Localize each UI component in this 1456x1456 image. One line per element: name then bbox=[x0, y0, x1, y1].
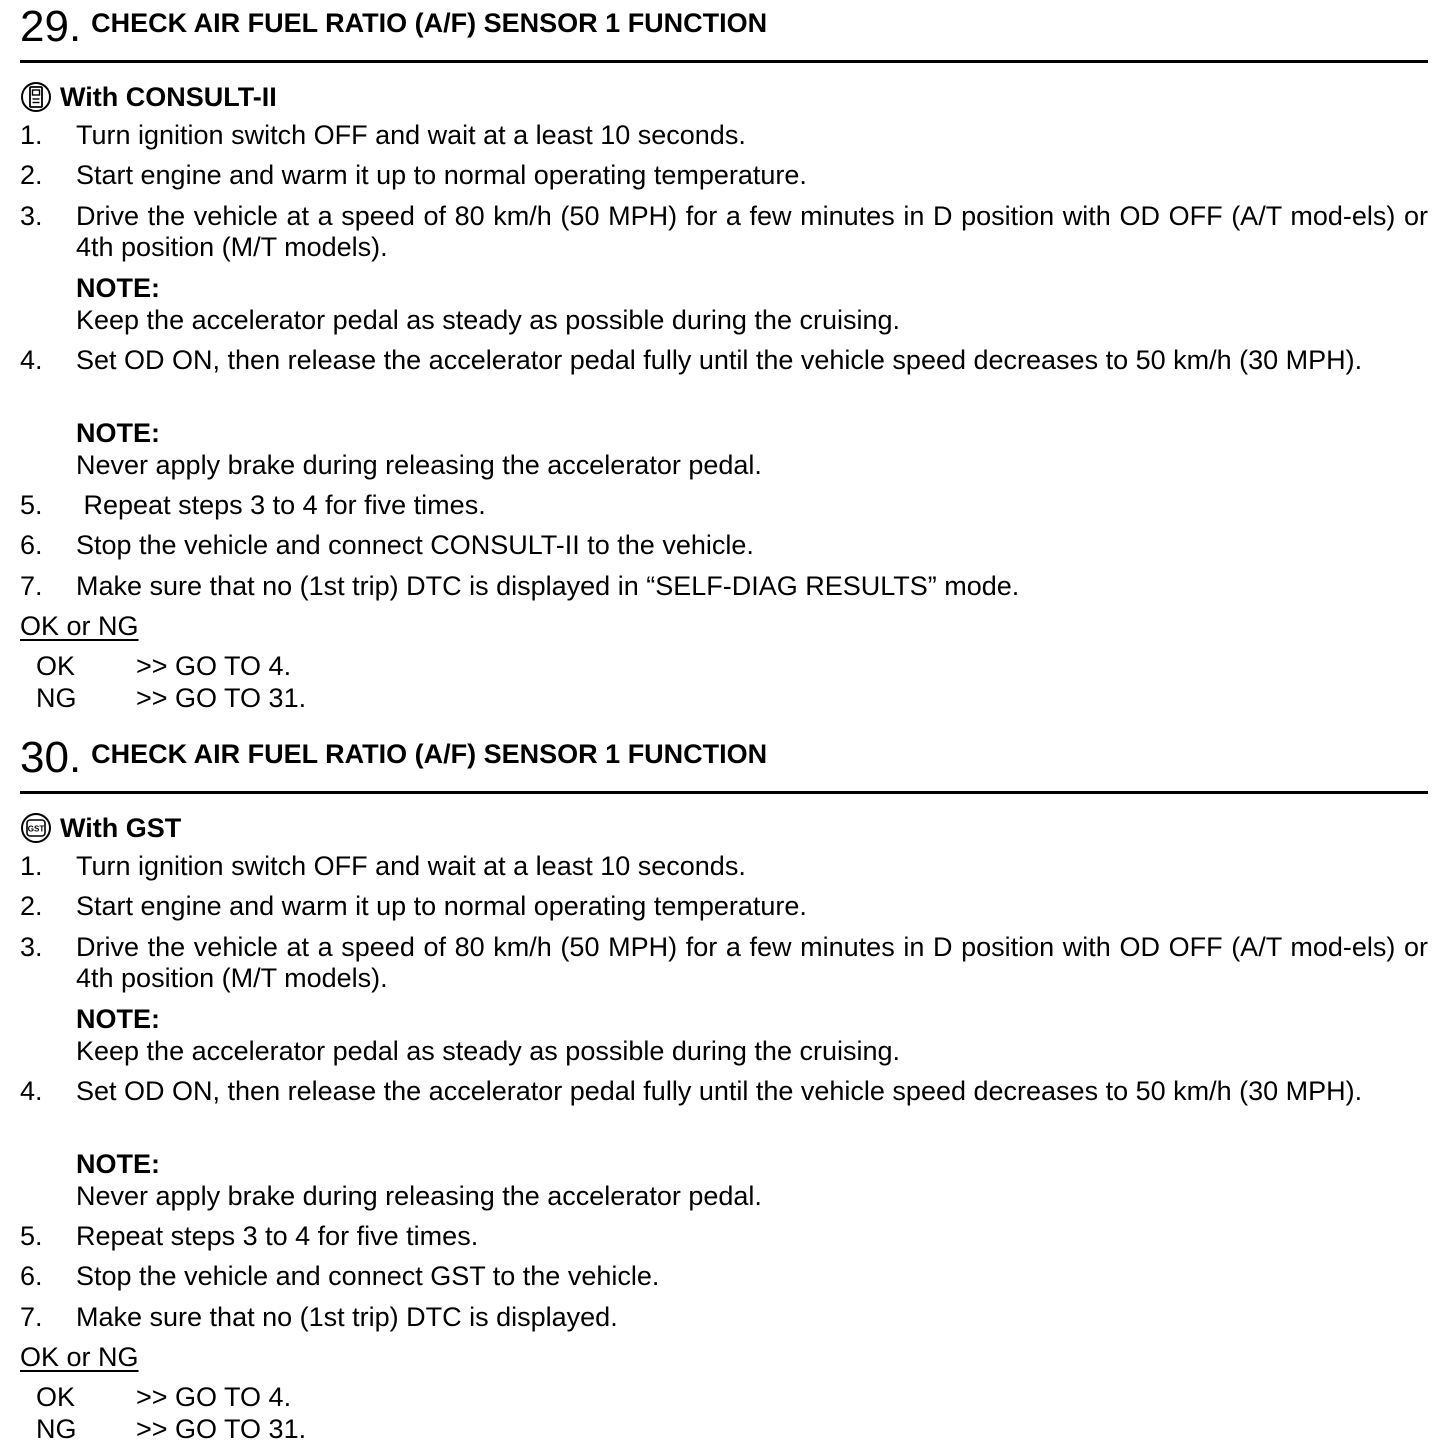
result-action: >> GO TO 4. bbox=[136, 1382, 292, 1412]
consult-ii-icon bbox=[20, 81, 52, 113]
step-text: Stop the vehicle and connect GST to the vehicle. bbox=[76, 1261, 660, 1291]
step-number: 29. bbox=[20, 2, 82, 51]
step-index: 5. bbox=[20, 1221, 43, 1251]
tool-label: With CONSULT-II bbox=[60, 82, 277, 112]
step-index: 2. bbox=[20, 891, 43, 921]
note-label: NOTE: bbox=[76, 418, 160, 448]
section-title: CHECK AIR FUEL RATIO (A/F) SENSOR 1 FUNCTION bbox=[91, 8, 768, 38]
result-ng bbox=[36, 1414, 306, 1445]
step-index: 1. bbox=[20, 851, 43, 881]
result-code: NG bbox=[36, 683, 77, 713]
gst-icon bbox=[20, 812, 52, 844]
ok-or-ng-label: OK or NG bbox=[20, 611, 139, 641]
step-index: 5. bbox=[20, 490, 43, 520]
step-index: 6. bbox=[20, 530, 43, 560]
note-label: NOTE: bbox=[76, 1004, 160, 1034]
step-text: Drive the vehicle at a speed of 80 km/h (50 MPH) for a few minutes in D position with OD OFF (A/T mod-els) or 4th position (M/T models). bbox=[76, 932, 1428, 993]
section-title: CHECK AIR FUEL RATIO (A/F) SENSOR 1 FUNCTION bbox=[91, 739, 768, 769]
step-index: 4. bbox=[20, 1076, 43, 1106]
note-label: NOTE: bbox=[76, 1149, 160, 1179]
ok-or-ng-label: OK or NG bbox=[20, 1342, 139, 1372]
step-text: Drive the vehicle at a speed of 80 km/h (50 MPH) for a few minutes in D position with OD OFF (A/T mod-els) or 4th position (M/T models). bbox=[76, 201, 1428, 262]
svg-text:GST: GST bbox=[27, 824, 45, 834]
step-index: 7. bbox=[20, 571, 43, 601]
step-text: Turn ignition switch OFF and wait at a least 10 seconds. bbox=[76, 851, 746, 881]
step-text: Start engine and warm it up to normal operating temperature. bbox=[76, 160, 807, 190]
step-text: Make sure that no (1st trip) DTC is displayed. bbox=[76, 1302, 618, 1332]
result-code: OK bbox=[36, 1382, 76, 1412]
step-text: Make sure that no (1st trip) DTC is displayed in “SELF-DIAG RESULTS” mode. bbox=[76, 571, 1020, 601]
result-code: OK bbox=[36, 651, 76, 681]
result-ok bbox=[36, 651, 291, 682]
tool-row bbox=[20, 811, 181, 845]
result-action: >> GO TO 4. bbox=[136, 651, 292, 681]
note-text: Keep the accelerator pedal as steady as possible during the cruising. bbox=[76, 305, 901, 335]
step-text: Stop the vehicle and connect CONSULT-II to the vehicle. bbox=[76, 530, 754, 560]
result-ok bbox=[36, 1382, 291, 1413]
tool-row bbox=[20, 80, 277, 114]
step-text: Repeat steps 3 to 4 for five times. bbox=[76, 1221, 479, 1251]
step-index: 4. bbox=[20, 345, 43, 375]
step-text: Turn ignition switch OFF and wait at a least 10 seconds. bbox=[76, 120, 746, 150]
step-index: 6. bbox=[20, 1261, 43, 1291]
step-text: Start engine and warm it up to normal operating temperature. bbox=[76, 891, 807, 921]
heading-rule bbox=[20, 791, 1428, 794]
step-number: 30. bbox=[20, 733, 82, 782]
step-text: Repeat steps 3 to 4 for five times. bbox=[76, 490, 486, 520]
tool-label: With GST bbox=[60, 813, 182, 843]
section-heading bbox=[20, 2, 767, 52]
step-index: 3. bbox=[20, 201, 43, 231]
step-index: 2. bbox=[20, 160, 43, 190]
step-text: Set OD ON, then release the accelerator pedal fully until the vehicle speed decreases to 50 km/h (30 MPH). bbox=[76, 1076, 1363, 1106]
result-action: >> GO TO 31. bbox=[136, 1414, 307, 1444]
note-text: Keep the accelerator pedal as steady as possible during the cruising. bbox=[76, 1036, 901, 1066]
note-text: Never apply brake during releasing the accelerator pedal. bbox=[76, 1181, 762, 1211]
section-heading bbox=[20, 733, 767, 783]
heading-rule bbox=[20, 60, 1428, 63]
result-action: >> GO TO 31. bbox=[136, 683, 307, 713]
step-index: 7. bbox=[20, 1302, 43, 1332]
step-text: Set OD ON, then release the accelerator pedal fully until the vehicle speed decreases to 50 km/h (30 MPH). bbox=[76, 345, 1363, 375]
result-code: NG bbox=[36, 1414, 77, 1444]
result-ng bbox=[36, 683, 306, 714]
step-index: 1. bbox=[20, 120, 43, 150]
step-index: 3. bbox=[20, 932, 43, 962]
note-label: NOTE: bbox=[76, 273, 160, 303]
note-text: Never apply brake during releasing the accelerator pedal. bbox=[76, 450, 762, 480]
